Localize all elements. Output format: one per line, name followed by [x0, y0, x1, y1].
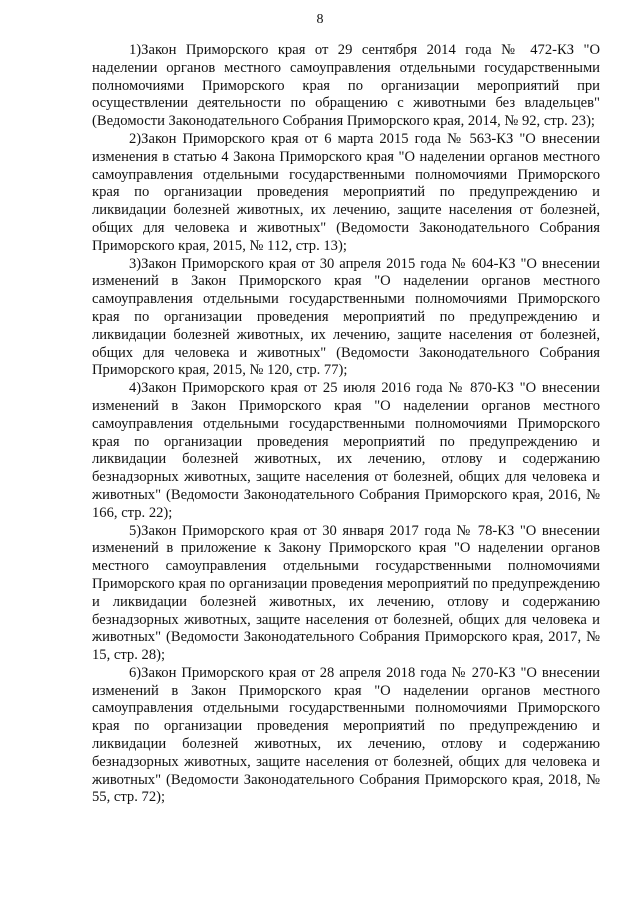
law-item-5: 5)Закон Приморского края от 30 января 2017 года № 78-КЗ "О внесении изменений в приложение к Закону Приморского края "О наделении органов местного самоуправления отдельными государственными полномочиями Приморского края по организации проведения мероприятий по предупреждению и ликвидации болезней животных, их лечению, отлову и содержанию безнадзорных животных, защите населения от болезней, общих для человека и животных" (Ведомости Законодательного Собрания Приморского края, 2017, № 15, стр. 28); — [92, 522, 600, 664]
document-body — [92, 42, 600, 807]
law-item-4: 4)Закон Приморского края от 25 июля 2016 года № 870-КЗ "О внесении изменений в Закон Приморского края "О наделении органов местного самоуправления отдельными государственными полномочиями Приморского края по организации проведения мероприятий по предупреждению и ликвидации болезней животных, их лечению, отлову и содержанию безнадзорных животных, защите населения от болезней, общих для человека и животных" (Ведомости Законодательного Собрания Приморского края, 2016, № 166, стр. 22); — [92, 380, 600, 521]
law-item-6: 6)Закон Приморского края от 28 апреля 2018 года № 270-КЗ "О внесении изменений в Закон Приморского края "О наделении органов местного самоуправления отдельными государственными полномочиями Приморского края по организации проведения мероприятий по предупреждению и ликвидации болезней животных, их лечению, отлову и содержанию безнадзорных животных, защите населения от болезней, общих для человека и животных" (Ведомости Законодательного Собрания Приморского края, 2018, № 55, стр. 72); — [92, 664, 600, 806]
law-item-1: 1)Закон Приморского края от 29 сентября 2014 года № 472-КЗ "О наделении органов местного самоуправления отдельными государственными полномочиями Приморского края по организации мероприятий при осуществлении деятельности по обращению с животными без владельцев" (Ведомости Законодательного Собрания Приморского края, 2014, № 92, стр. 23); — [92, 42, 600, 130]
law-item-2: 2)Закон Приморского края от 6 марта 2015 года № 563-КЗ "О внесении изменения в статью 4 Закона Приморского края "О наделении органов местного самоуправления отдельными государственными полномочиями Приморского края по организации проведения мероприятий по предупреждению и ликвидации болезней животных, их лечению, защите населения от болезней, общих для человека и животных" (Ведомости Законодательного Собрания Приморского края, 2015, № 112, стр. 13); — [92, 130, 600, 254]
law-item-3: 3)Закон Приморского края от 30 апреля 2015 года № 604-КЗ "О внесении изменений в Закон Приморского края "О наделении органов местного самоуправления отдельными государственными полномочиями Приморского края по организации проведения мероприятий по предупреждению и ликвидации болезней животных, их лечению, защите населения от болезней, общих для человека и животных" (Ведомости Законодательного Собрания Приморского края, 2015, № 120, стр. 77); — [92, 255, 600, 379]
page-number: 8 — [316, 12, 324, 27]
